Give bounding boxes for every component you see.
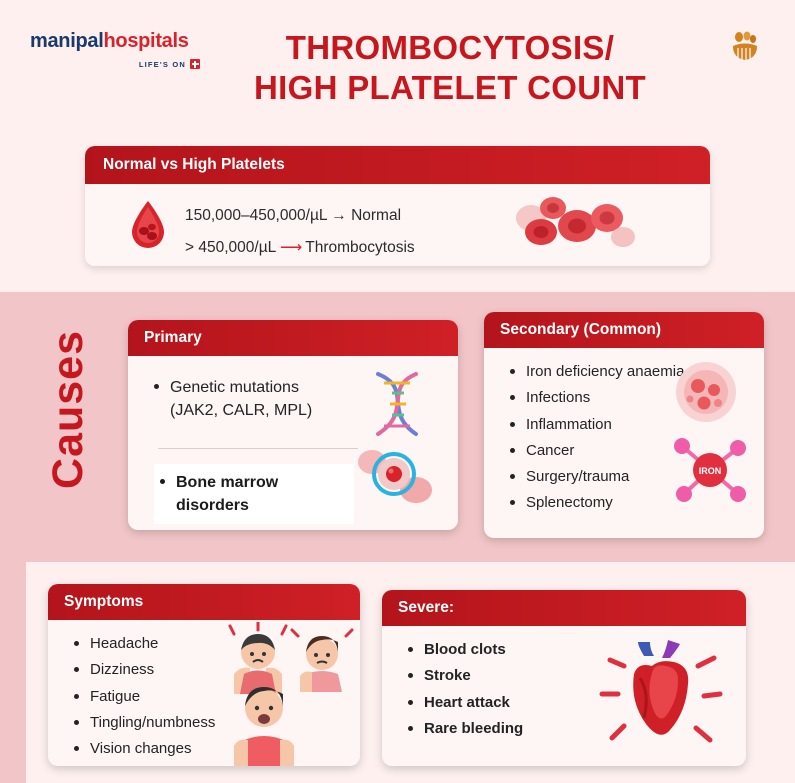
- symptoms-heading: Symptoms: [48, 584, 360, 620]
- brand-name-part1: manipal: [30, 30, 104, 52]
- normal-vs-high-card: [85, 146, 710, 266]
- page-title-line2: HIGH PLATELET COUNT: [254, 69, 646, 107]
- dna-helix-icon: [358, 366, 438, 446]
- iron-label: IRON: [698, 466, 722, 476]
- red-blood-cells-icon: [495, 192, 655, 260]
- header-section: [0, 0, 795, 292]
- arrow-icon: ⟶: [279, 238, 302, 256]
- list-item: Stroke: [408, 664, 746, 687]
- primary-cause-item-1-line1: Genetic mutations: [170, 379, 299, 396]
- list-item: Fatigue: [74, 685, 360, 708]
- severe-heading: Severe:: [382, 590, 746, 626]
- symptoms-card: [48, 584, 360, 766]
- primary-cause-item-1-line2: (JAK2, CALR, MPL): [170, 402, 313, 420]
- list-item: Tingling/numbness: [74, 711, 360, 734]
- page-title: [210, 28, 690, 109]
- left-accent-strip: [0, 562, 26, 783]
- brand-logo-text: [30, 30, 200, 53]
- brand-tagline-row: [30, 59, 200, 69]
- secondary-causes-card: [484, 312, 764, 538]
- severe-body: [382, 626, 746, 765]
- bone-marrow-cell-icon: [350, 438, 442, 516]
- primary-cause-item-1: [154, 376, 344, 422]
- platelet-cells-icon: [725, 28, 765, 68]
- symptoms-body: [48, 620, 360, 765]
- list-item: Heart attack: [408, 691, 746, 714]
- heart-attack-icon: [594, 632, 724, 758]
- primary-cause-item-2-line1: Bone marrow: [176, 474, 279, 491]
- primary-cause-item-2: [154, 464, 354, 524]
- brand-logo[interactable]: [30, 30, 200, 69]
- list-item: Inflammation: [510, 413, 764, 436]
- secondary-causes-body: [484, 348, 764, 536]
- severe-card: [382, 590, 746, 766]
- list-item: Infections: [510, 386, 764, 409]
- normal-vs-high-heading: Normal vs High Platelets: [85, 146, 710, 184]
- causes-section-label: Causes: [44, 330, 92, 489]
- primary-cause-item-2-line2: disorders: [176, 497, 249, 515]
- platelet-range-high-label: Thrombocytosis: [305, 238, 415, 256]
- blood-droplet-icon: [125, 198, 171, 254]
- list-item: Blood clots: [408, 638, 746, 661]
- list-item: Rare bleeding: [408, 717, 746, 740]
- page-title-line1: THROMBOCYTOSIS/: [285, 29, 615, 66]
- brand-name-part2: hospitals: [103, 30, 189, 52]
- platelet-range-high-value: > 450,000/µL: [185, 238, 276, 256]
- platelet-range-normal: 150,000–450,000/µL → Normal: [185, 207, 402, 224]
- list-item: Splenectomy: [510, 491, 764, 514]
- list-item: Vision changes: [74, 737, 360, 760]
- primary-causes-card: [128, 320, 458, 530]
- list-item: Headache: [74, 632, 360, 655]
- primary-causes-heading: Primary: [128, 320, 458, 356]
- brand-tagline: LIFE'S ON: [138, 59, 186, 69]
- list-item: Iron deficiency anaemia: [510, 360, 764, 383]
- list-item: Cancer: [510, 439, 764, 462]
- list-item: Surgery/trauma: [510, 465, 764, 488]
- normal-vs-high-text: [185, 200, 415, 264]
- platelet-range-high-row: [185, 232, 415, 264]
- secondary-causes-heading: Secondary (Common): [484, 312, 764, 348]
- medical-cross-icon: [190, 59, 200, 69]
- card-divider: [158, 448, 358, 449]
- infected-cells-icon: [660, 354, 752, 432]
- list-item: Dizziness: [74, 658, 360, 681]
- normal-vs-high-body: [85, 184, 710, 266]
- iron-molecule-icon: [664, 426, 756, 512]
- primary-causes-body: [128, 356, 458, 528]
- vision-person-icon: [224, 680, 304, 766]
